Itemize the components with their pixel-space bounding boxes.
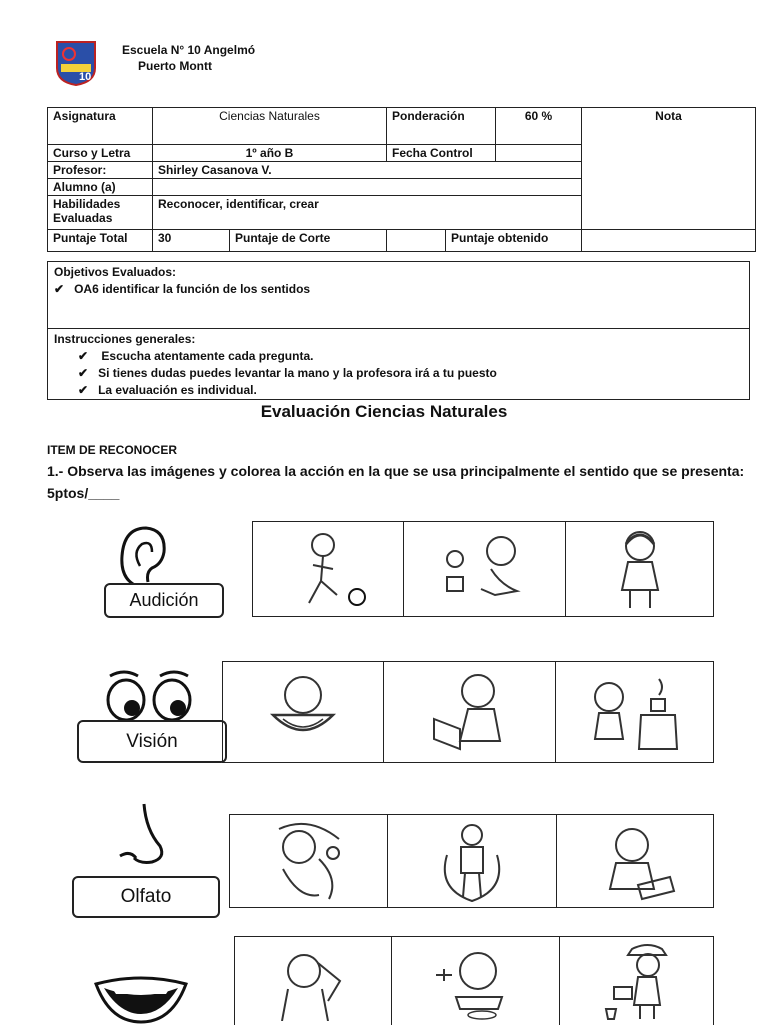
scene-cell[interactable]: [230, 815, 388, 907]
sense-label-olfato: Olfato: [72, 876, 220, 918]
child-smelling-flowers-icon: [259, 819, 359, 903]
girl-writing-icon: [590, 819, 680, 903]
school-logo: [55, 40, 97, 86]
scene-cell[interactable]: [384, 662, 556, 762]
child-smelling-cake-icon: [585, 669, 685, 755]
child-jumping-rope-icon: [427, 819, 517, 903]
puntaje-obtenido-label: Puntaje obtenido: [446, 230, 582, 252]
alumno-value[interactable]: [153, 179, 582, 196]
scene-cell[interactable]: [556, 662, 713, 762]
evaluation-title: Evaluación Ciencias Naturales: [260, 402, 508, 421]
child-reading-icon: [268, 941, 358, 1021]
scene-cell[interactable]: [392, 937, 560, 1025]
habilidades-label: Habilidades Evaluadas: [48, 196, 153, 230]
asignatura-label: Asignatura: [48, 108, 153, 145]
profesor-label: Profesor:: [48, 162, 153, 179]
scene-cell[interactable]: [235, 937, 392, 1025]
eyes-icon: [102, 668, 198, 724]
scene-cell[interactable]: [253, 522, 404, 616]
scene-cell[interactable]: [560, 937, 713, 1025]
nota-label: Nota: [582, 108, 756, 230]
instruction-item: ✔ Si tienes dudas puedes levantar la mano y la profesora irá a tu puesto: [78, 365, 743, 382]
puntaje-obtenido-value[interactable]: [582, 230, 756, 252]
scene-strip-vision: [222, 661, 714, 763]
school-name: Escuela N° 10 Angelmó: [122, 43, 256, 57]
habilidades-value: Reconocer, identificar, crear: [153, 196, 582, 230]
puntaje-corte-value[interactable]: [387, 230, 446, 252]
scene-cell[interactable]: [557, 815, 713, 907]
child-kicking-ball-icon: [283, 529, 373, 609]
question-1: 1.- Observa las imágenes y colorea la acción en la que se usa principalmente el sentido que se presenta: 5ptos/____: [47, 463, 745, 501]
child-with-headphones-icon: [600, 526, 680, 612]
puntaje-total-value: 30: [153, 230, 230, 252]
scene-cell[interactable]: [388, 815, 557, 907]
curso-value: 1º año B: [153, 145, 387, 162]
asignatura-value: Ciencias Naturales: [153, 108, 387, 145]
school-crest-icon: [55, 40, 97, 86]
instruction-item: ✔ Escucha atentamente cada pregunta.: [78, 348, 743, 365]
instruction-item: ✔ La evaluación es individual.: [78, 382, 743, 399]
objectives-box: [47, 261, 750, 329]
profesor-value: Shirley Casanova V.: [153, 162, 582, 179]
girl-watering-plant-icon: [592, 941, 682, 1021]
alumno-label: Alumno (a): [48, 179, 153, 196]
info-table: [47, 107, 756, 252]
child-eating-icon: [426, 941, 526, 1021]
ponderacion-value: 60 %: [496, 108, 582, 145]
curso-label: Curso y Letra: [48, 145, 153, 162]
fecha-label: Fecha Control: [387, 145, 496, 162]
ponderacion-label: Ponderación: [387, 108, 496, 145]
objective-item: ✔ OA6 identificar la función de los sentidos: [54, 281, 743, 298]
scene-strip-4: [234, 936, 714, 1025]
child-drawing-flower-icon: [435, 529, 535, 609]
sense-label-vision: Visión: [77, 720, 227, 763]
objectives-title: Objetivos Evaluados:: [54, 265, 177, 279]
fecha-value[interactable]: [496, 145, 582, 162]
scene-cell[interactable]: [404, 522, 566, 616]
scene-cell[interactable]: [223, 662, 384, 762]
puntaje-total-label: Puntaje Total: [48, 230, 153, 252]
instructions-title: Instrucciones generales:: [54, 332, 196, 346]
scene-cell[interactable]: [566, 522, 713, 616]
puntaje-corte-label: Puntaje de Corte: [230, 230, 387, 252]
child-reading-book-icon: [420, 669, 520, 755]
child-eating-watermelon-icon: [253, 669, 353, 755]
mouth-icon: [92, 972, 190, 1024]
scene-strip-audicion: [252, 521, 714, 617]
school-city: Puerto Montt: [138, 59, 212, 73]
instructions-box: [47, 328, 750, 400]
sense-label-audicion: Audición: [104, 583, 224, 618]
nose-icon: [114, 800, 170, 870]
svg-text:10: 10: [79, 71, 92, 83]
scene-strip-olfato: [229, 814, 714, 908]
item-heading: ITEM DE RECONOCER: [47, 443, 178, 457]
ear-icon: [112, 522, 172, 592]
